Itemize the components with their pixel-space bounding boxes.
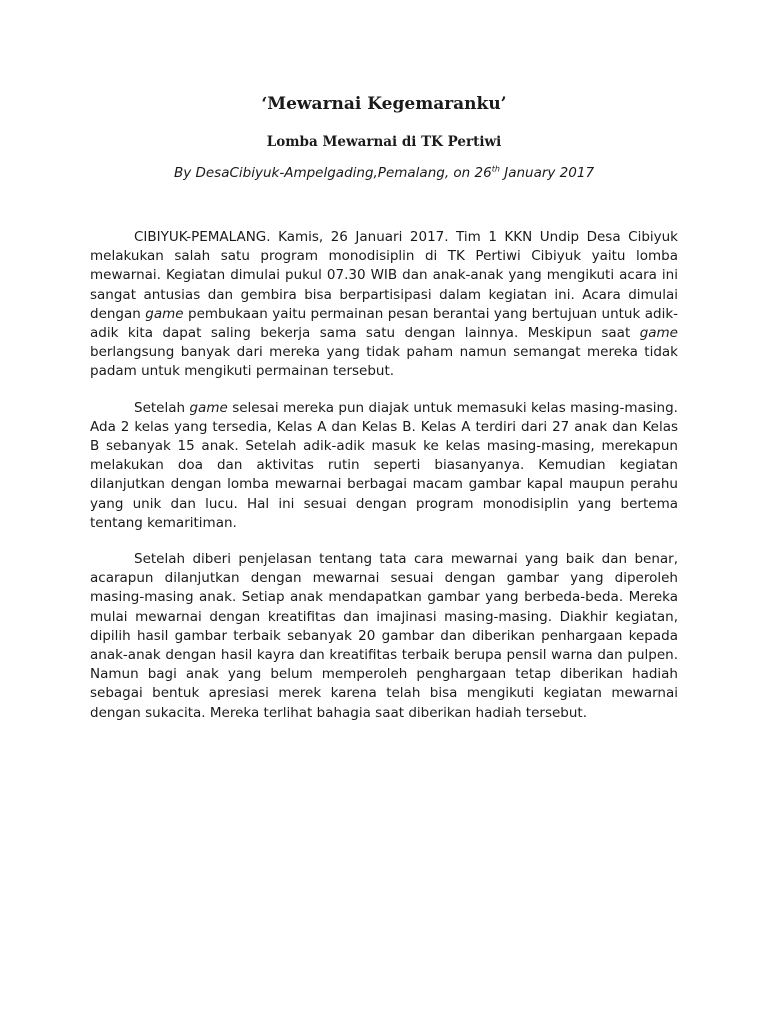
text-run: berlangsung banyak dari mereka yang tidak paham namun semangat mereka tidak padam untuk mengikuti permainan tersebut. [90, 344, 678, 380]
italic-term: game [639, 325, 678, 342]
text-run: Setelah [134, 399, 190, 416]
byline-prefix: By DesaCibiyuk-Ampelgading,Pemalang, on 26 [173, 165, 492, 181]
paragraph-2 [90, 399, 678, 533]
byline [0, 165, 768, 181]
italic-term: game [145, 305, 184, 322]
paragraph-1 [90, 228, 678, 382]
article-body [90, 228, 678, 740]
document-subtitle: Lomba Mewarnai di TK Pertiwi [266, 134, 502, 150]
paragraph-3 [90, 550, 678, 723]
document-title: ‘Mewarnai Kegemaranku’ [261, 94, 507, 114]
text-run: Setelah diberi penjelasan tentang tata cara mewarnai yang baik dan benar, acarapun dilanjutkan dengan mewarnai sesuai dengan gambar yang diperoleh masing-masing anak. Setiap anak mendapatkan gambar yang berbeda-beda. Mereka mulai mewarnai dengan kreatifitas dan imajinasi masing-masing. Diakhir kegiatan, dipilih hasil gambar terbaik sebanyak 20 gambar dan diberikan penhargaan kepada anak-anak dengan hasil kayra dan kreatifitas terbaik berupa pensil warna dan pulpen. Namun bagi anak yang belum memperoleh penghargaan tetap diberikan hadiah sebagai bentuk apresiasi merek karena telah bisa mengikuti kegiatan mewarnai dengan sukacita. Mereka terlihat bahagia saat diberikan hadiah tersebut. [90, 551, 678, 721]
text-run: pembukaan yaitu permainan pesan berantai yang bertujuan untuk adik-adik kita dapat saling bekerja sama satu dengan lainnya. Meskipun saat [90, 305, 679, 342]
byline-ordinal: th [491, 164, 500, 174]
text-run: selesai mereka pun diajak untuk memasuki kelas masing-masing. Ada 2 kelas yang tersedia, Kelas A dan Kelas B. Kelas A terdiri dari 27 anak dan Kelas B sebanyak 15 anak. Setelah adik-adik masuk ke kelas masing-masing, merekapun melakukan doa dan aktivitas rutin seperti biasanyanya. Kemudian kegiatan dilanjutkan dengan lomba mewarnai berbagai macam gambar kapal maupun perahu yang unik dan lucu. Hal ini sesuai dengan program monodisiplin yang bertema tentang kemaritiman. [90, 399, 678, 531]
italic-term: game [189, 399, 228, 416]
byline-suffix: January 2017 [499, 165, 595, 181]
text-run: CIBIYUK-PEMALANG. Kamis, 26 Januari 2017. Tim 1 KKN Undip Desa Cibiyuk melakukan salah satu program monodisiplin di TK Pertiwi Cibiyuk yaitu lomba mewarnai. Kegiatan dimulai pukul 07.30 WIB dan anak-anak yang mengikuti acara ini sangat antusias dan gembira bisa berpartisipasi dalam kegiatan ini. Acara dimulai dengan [90, 229, 678, 322]
